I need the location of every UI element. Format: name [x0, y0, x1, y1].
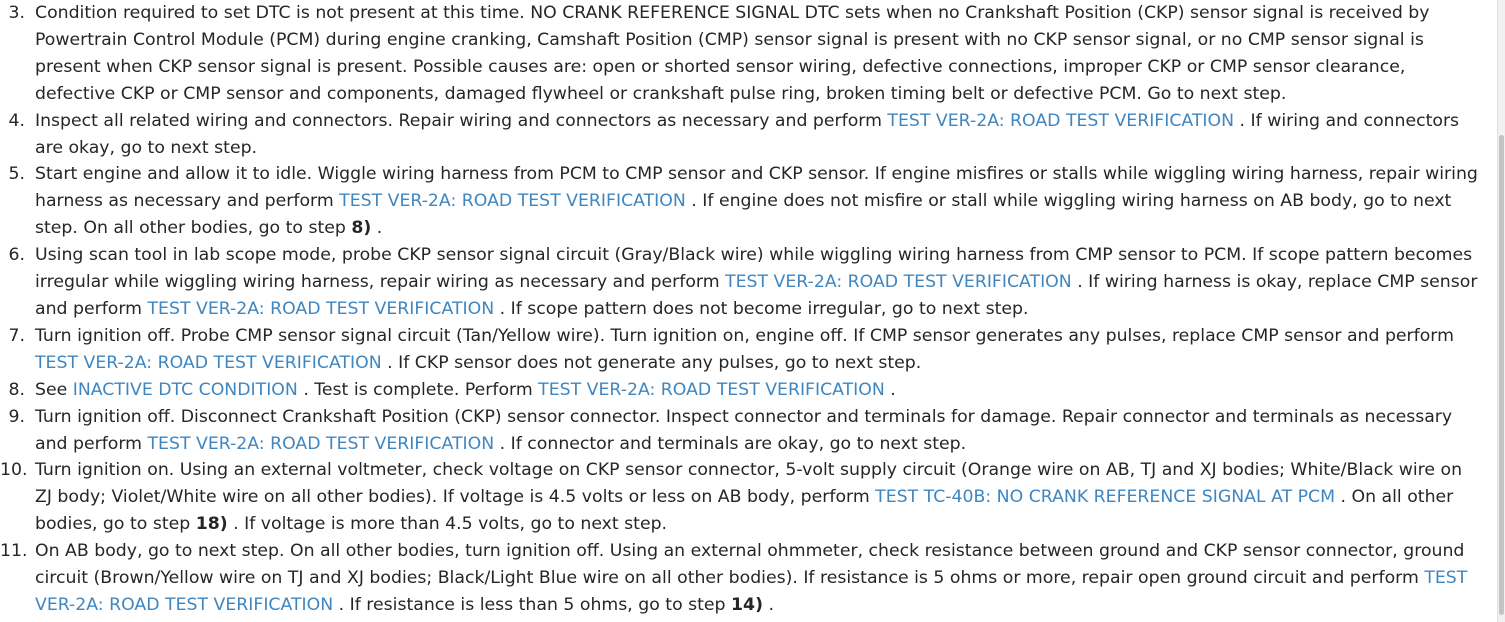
step-item — [0, 108, 1490, 162]
step-text: Condition required to set DTC is not present at this time. NO CRANK REFERENCE SIGNAL DTC sets when no Crankshaft Position (CKP) sensor signal is received by Powertrain Control Module (PCM) during engine cranking, Camshaft Position (CMP) sensor signal is present with no CKP sensor signal, or no CMP sensor signal is present when CKP sensor signal is present. Possible causes are: open or shorted sensor wiring, defective connections, improper CKP or CMP sensor clearance, defective CKP or CMP sensor and components, damaged flywheel or crankshaft pulse ring, broken timing belt or defective PCM. Go to next step. — [35, 3, 1430, 104]
step-text: Turn ignition off. Probe CMP sensor signal circuit (Tan/Yellow wire). Turn ignition on, engine off. If CMP sensor generates any pulses, replace CMP sensor and perform — [35, 325, 1454, 346]
step-text: . On all other bodies, go to step — [35, 487, 1454, 535]
step-text: . — [762, 594, 774, 615]
step-item — [0, 0, 1490, 108]
step-text: . If scope pattern does not become irregular, go to next step. — [494, 298, 1029, 319]
step-number: 4. — [8, 110, 25, 131]
step-text: . If resistance is less than 5 ohms, go to step — [333, 594, 732, 615]
procedure-link[interactable]: INACTIVE DTC CONDITION — [72, 379, 298, 400]
step-item — [0, 377, 1490, 404]
step-number: 10. — [0, 460, 28, 481]
step-reference: 18) — [195, 514, 228, 535]
procedure-link[interactable]: TEST VER-2A: ROAD TEST VERIFICATION — [725, 272, 1072, 293]
step-text: . If connector and terminals are okay, go to next step. — [494, 433, 967, 454]
step-item — [0, 323, 1490, 377]
step-text: Turn ignition off. Disconnect Crankshaft Position (CKP) sensor connector. Inspect connector and terminals for damage. Repair connector and terminals as necessary and perform — [35, 406, 1453, 454]
step-text: . If wiring harness is okay, replace CMP sensor and perform — [35, 272, 1478, 319]
procedure-link[interactable]: TEST VER-2A: ROAD TEST VERIFICATION — [35, 352, 382, 373]
step-text: Start engine and allow it to idle. Wiggle wiring harness from PCM to CMP sensor and CKP sensor. If engine misfires or stalls while wiggling wiring harness, repair wiring harness as necessary and perform — [35, 164, 1478, 212]
step-number: 7. — [8, 325, 25, 346]
step-item — [0, 161, 1490, 242]
step-text: On AB body, go to next step. On all other bodies, turn ignition off. Using an external ohmmeter, check resistance between ground and CKP sensor connector, ground circuit (Brown/Yellow wire on TJ and XJ bodies; Black/Light Blue wire on all other bodies). If resistance is 5 ohms or more, repair open ground circuit and perform — [35, 541, 1465, 589]
procedure-link[interactable]: TEST VER-2A: ROAD TEST VERIFICATION — [147, 298, 495, 319]
step-text: . — [371, 218, 383, 239]
step-number: 6. — [8, 245, 25, 266]
step-reference: 14) — [731, 594, 763, 615]
step-text: Turn ignition on. Using an external voltmeter, check voltage on CKP sensor connector, 5-volt supply circuit (Orange wire on AB, TJ and XJ bodies; White/Black wire on ZJ body; Violet/White wire on all other bodies). If voltage is 4.5 volts or less on AB body, perform — [35, 460, 1463, 508]
vertical-scrollbar[interactable] — [1497, 0, 1505, 622]
step-text: . If voltage is more than 4.5 volts, go to next step. — [227, 514, 668, 535]
step-number: 9. — [8, 406, 25, 427]
step-reference: 8) — [351, 218, 372, 239]
step-text: Using scan tool in lab scope mode, probe CKP sensor signal circuit (Gray/Black wire) while wiggling wiring harness from CMP sensor to PCM. If scope pattern becomes irregular while wiggling wiring harness, repair wiring as necessary and perform — [35, 245, 1473, 293]
procedure-link[interactable]: TEST VER-2A: ROAD TEST VERIFICATION — [35, 568, 1468, 615]
procedure-link[interactable]: TEST VER-2A: ROAD TEST VERIFICATION — [538, 379, 885, 400]
step-item — [0, 404, 1490, 458]
step-text: See — [35, 379, 73, 400]
step-item — [0, 242, 1490, 323]
step-number: 3. — [8, 3, 25, 23]
step-text: . — [884, 379, 896, 400]
step-text: Inspect all related wiring and connectors. Repair wiring and connectors as necessary and perform — [35, 110, 888, 131]
procedure-link[interactable]: TEST TC-40B: NO CRANK REFERENCE SIGNAL AT PCM — [875, 487, 1336, 508]
step-number: 8. — [8, 379, 25, 400]
step-number: 5. — [8, 164, 25, 185]
step-text: . If wiring and connectors are okay, go to next step. — [35, 110, 1460, 158]
step-text: . Test is complete. Perform — [297, 379, 539, 400]
step-item — [0, 457, 1490, 538]
procedure-link[interactable]: TEST VER-2A: ROAD TEST VERIFICATION — [147, 433, 495, 454]
step-number: 11. — [0, 541, 28, 562]
procedure-link[interactable]: TEST VER-2A: ROAD TEST VERIFICATION — [887, 110, 1235, 131]
scrollbar-thumb[interactable] — [1499, 135, 1504, 615]
procedure-link[interactable]: TEST VER-2A: ROAD TEST VERIFICATION — [339, 191, 686, 212]
step-text: . If CKP sensor does not generate any pulses, go to next step. — [381, 352, 922, 373]
step-item — [0, 538, 1490, 619]
step-text: . If engine does not misfire or stall while wiggling wiring harness on AB body, go to next step. On all other bodies, go to step — [35, 191, 1452, 239]
